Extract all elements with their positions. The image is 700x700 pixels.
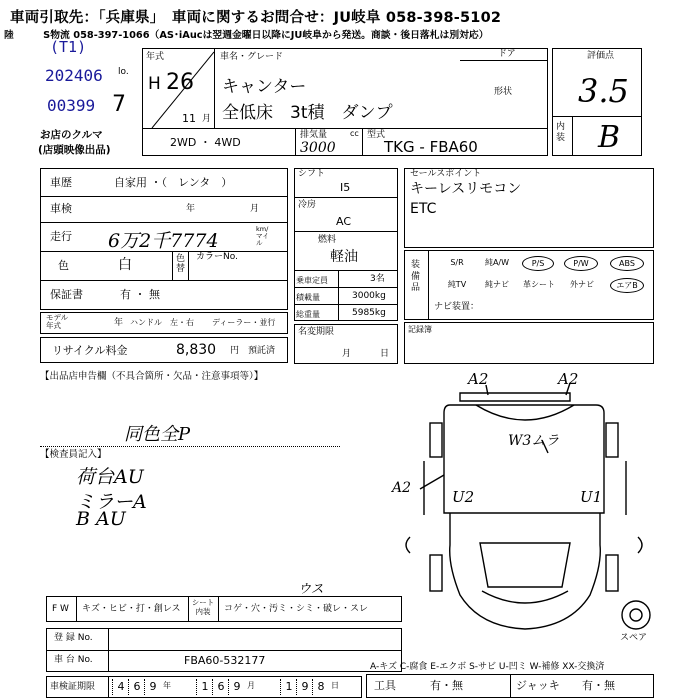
damage-legend: A-キズ C-腐食 E-エクボ S-サビ U-凹ミ W-補修 XX-交換済 xyxy=(370,662,605,672)
seat-items: コゲ・穴・汚ミ・シミ・破レ・スレ xyxy=(224,604,369,614)
keijo-label: 形状 xyxy=(494,87,513,97)
teiin-value: 3名 xyxy=(370,274,385,284)
equip-sr: S/R xyxy=(450,258,464,267)
diagram-label-a2-left: A2 xyxy=(468,370,489,388)
shop-car-label: お店のクルマ xyxy=(40,129,103,141)
sales-item-2: ETC xyxy=(410,201,437,217)
kanryo-unit: 日 xyxy=(331,681,339,690)
displacement-value: 3000 xyxy=(300,140,336,156)
toroku-label: 登 録 No. xyxy=(54,633,93,643)
stamp-code-3: 00399 xyxy=(47,96,96,115)
seat-label: シート内装 xyxy=(191,598,215,616)
hyoka-label: 評価点 xyxy=(587,51,615,61)
equip-navi: 純ナビ xyxy=(485,280,509,289)
hand-note-3: B AU xyxy=(76,508,126,530)
shop-video-label: (店頭映像出品) xyxy=(38,144,111,156)
equip-ext-navi: 外ナビ xyxy=(570,280,594,289)
kogu-label: 工具 xyxy=(374,679,396,692)
shadai-label: 車 台 No. xyxy=(54,655,93,665)
grade-name: 全低床 3t積 ダンプ xyxy=(222,103,393,123)
handle-value: ハンドル 左・右 xyxy=(130,318,194,327)
nenshiki-label: 年式 xyxy=(146,52,165,62)
model-name: キャンター xyxy=(222,77,307,97)
diagram-label-u1: U1 xyxy=(580,488,603,506)
diagram-label-a2-right: A2 xyxy=(558,370,579,388)
nenryo-value: 軽油 xyxy=(330,249,358,265)
naiso-label: 内装 xyxy=(556,122,566,143)
diagram-label-u2: U2 xyxy=(452,488,475,506)
chassis-number: FBA60-532177 xyxy=(184,654,266,667)
meihen-tsuki: 月 xyxy=(342,349,352,359)
fw-items: キズ・ヒビ・打・創レス xyxy=(82,604,181,614)
stamp-code-2: 202406 xyxy=(45,66,103,85)
iro-gae-label: 色替 xyxy=(176,254,186,274)
hand-note-2: ミラーA xyxy=(76,491,147,513)
sales-item-1: キーレスリモコン xyxy=(410,181,522,197)
fw-label: F W xyxy=(52,604,69,614)
color-no-label: カラーNo. xyxy=(196,252,238,262)
hand-note-1: 荷台AU xyxy=(76,466,144,488)
cc-unit: cc xyxy=(350,129,359,138)
meihen-label: 名変期限 xyxy=(298,327,335,337)
door-label: ドア xyxy=(498,49,516,59)
dealer-value: ディーラー・並行 xyxy=(212,318,276,327)
recycle-label: リサイクル料金 xyxy=(52,344,128,357)
kanryo-digit: 9 xyxy=(228,679,245,695)
kanryo-digit: 9 xyxy=(296,679,313,695)
model-code: TKG - FBA60 xyxy=(384,138,478,156)
header-line1: 車両引取先：「兵庫県」 車両に関するお問合せ：JU岐阜 058-398-5102 xyxy=(10,10,502,26)
shaken-label: 車検 xyxy=(50,202,72,215)
shaken-nen: 年 xyxy=(186,204,196,214)
month-unit: 月 xyxy=(202,114,212,124)
hoshosho-value: 有 ・ 無 xyxy=(120,288,160,301)
seat-note: ウス xyxy=(298,582,324,597)
soju-label: 総重量 xyxy=(296,310,320,319)
score-value: 3.5 xyxy=(578,72,629,110)
month-value: 11 xyxy=(182,112,196,125)
hoshosho-label: 保証書 xyxy=(50,288,83,301)
shamei-label: 車名・グレード xyxy=(220,52,284,62)
reibo-value: AC xyxy=(336,215,352,228)
nenryo-label: 燃料 xyxy=(318,235,337,245)
kogu-value: 有・無 xyxy=(430,679,463,692)
sales-point-box xyxy=(404,168,654,248)
lot-no-label: lo. xyxy=(118,67,129,77)
equip-ps: P/S xyxy=(522,256,554,271)
model-year-label: モデル年式 xyxy=(46,313,69,331)
iro-label: 色 xyxy=(58,259,69,272)
lot-suffix: 7 xyxy=(112,92,126,117)
kanryo-digit: 6 xyxy=(212,679,229,695)
shift-value: I5 xyxy=(340,181,351,194)
soko-label: 走行 xyxy=(50,230,72,243)
stamp-code-1: (T1) xyxy=(50,38,87,56)
mileage-value: 6万2千7774 xyxy=(108,230,219,252)
kanryo-digit: 8 xyxy=(312,679,329,695)
kanryo-digit: 1 xyxy=(280,679,297,695)
vehicle-damage-diagram xyxy=(390,365,660,645)
reki-label: 車歴 xyxy=(50,176,72,189)
sekisai-value: 3000kg xyxy=(352,291,386,301)
kensa-divider xyxy=(40,446,340,448)
sekisai-label: 積載量 xyxy=(296,293,320,302)
jack-label: ジャッキ xyxy=(516,679,560,692)
kiroku-label: 記録簿 xyxy=(408,325,432,334)
kanryo-digit: 6 xyxy=(128,679,145,695)
drive-type: 2WD ・ 4WD xyxy=(170,136,241,149)
equip-tv: 純TV xyxy=(447,280,467,289)
reibo-label: 冷房 xyxy=(298,200,317,210)
shuppin-title: 【出品店申告欄（不具合箇所・欠品・注意事項等）】 xyxy=(40,371,264,382)
equip-abs: ABS xyxy=(610,256,644,271)
teiin-label: 乗車定員 xyxy=(296,276,328,285)
soju-value: 5985kg xyxy=(352,308,386,318)
jack-value: 有・無 xyxy=(582,679,615,692)
equip-leather: 革シート xyxy=(523,280,555,289)
header-line2: 陸 S物流 058-397-1066（AS･iAucは翌週金曜日以降にJU岐阜から発送。商談・後日落札は別対応） xyxy=(4,30,489,41)
kensa-title: 【検査員記入】 xyxy=(40,449,107,460)
diagram-label-w3: W3ムラ xyxy=(508,433,560,449)
katashiki-label: 型式 xyxy=(367,130,386,140)
shaken-tsuki: 月 xyxy=(250,204,260,214)
kanryo-digit: 1 xyxy=(196,679,213,695)
kanryo-label: 車検証期限 xyxy=(50,682,96,692)
kiroku-box xyxy=(404,322,654,364)
meihen-hi: 日 xyxy=(380,349,390,359)
year-value: 26 xyxy=(166,70,194,95)
kanryo-digit: 4 xyxy=(112,679,129,695)
model-year-nen: 年 xyxy=(114,318,124,328)
color-value: 白 xyxy=(118,257,132,273)
diagram-label-a2-side: A2 xyxy=(392,480,412,496)
reki-value: 自家用 ・（ レンタ ） xyxy=(114,176,233,189)
kanryo-unit: 年 xyxy=(163,681,171,690)
km-unit: km/マイル xyxy=(256,225,269,248)
top-hand-note: 同色全P xyxy=(124,424,191,445)
recycle-unit: 円 預託済 xyxy=(230,346,276,356)
equip-airbag: エアB xyxy=(610,278,644,293)
era-value: H xyxy=(148,74,161,94)
recycle-value: 8,830 xyxy=(176,342,217,358)
interior-value: B xyxy=(598,120,621,155)
kanryo-digit: 9 xyxy=(144,679,161,695)
equip-aw: 純A/W xyxy=(484,258,510,267)
navi-label: ナビ装置： xyxy=(434,302,480,312)
soubi-label: 装備品 xyxy=(411,260,421,294)
sales-label: セールスポイント xyxy=(410,169,482,179)
shift-label: シフト xyxy=(298,169,326,179)
haikiryo-label: 排気量 xyxy=(300,130,328,140)
equip-pw: P/W xyxy=(564,256,598,271)
kanryo-unit: 月 xyxy=(247,681,255,690)
spare-label: スペア xyxy=(620,633,648,643)
